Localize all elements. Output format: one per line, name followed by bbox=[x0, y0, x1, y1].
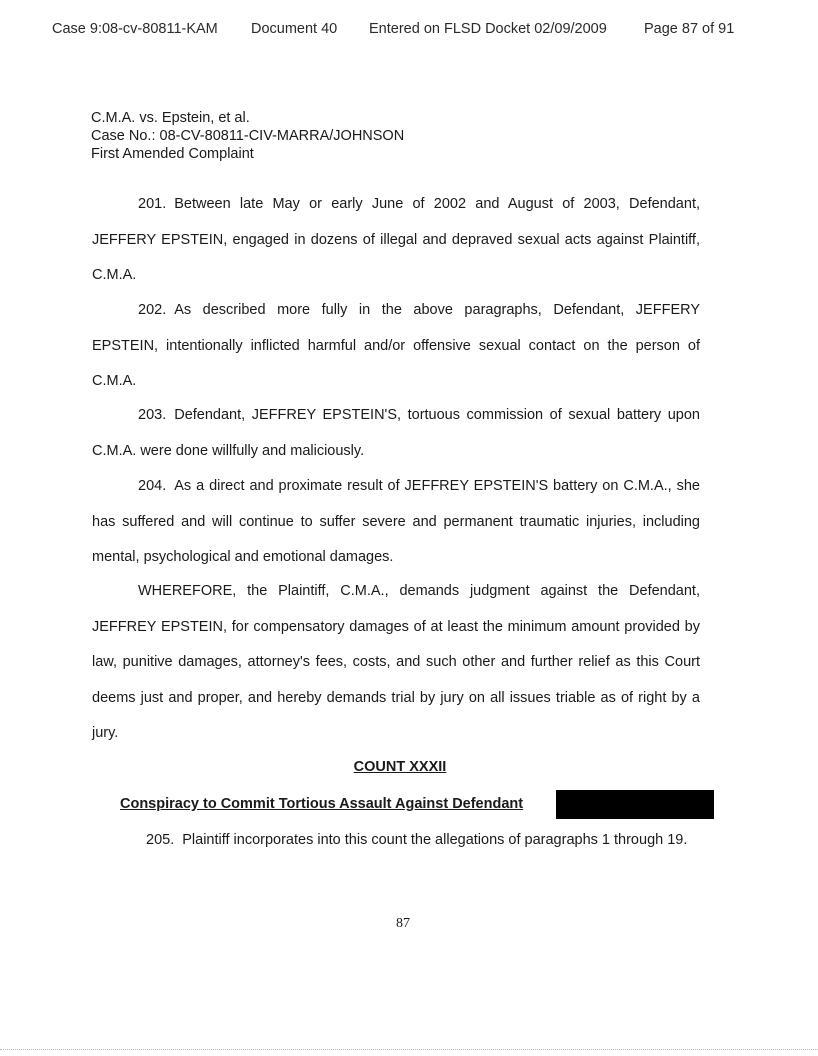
paragraph-number: 203. bbox=[138, 407, 167, 423]
caption-case-number: Case No.: 08-CV-80811-CIV-MARRA/JOHNSON bbox=[91, 128, 405, 144]
case-caption bbox=[91, 109, 404, 163]
count-subheading: Conspiracy to Commit Tortious Assault Against Defendant bbox=[120, 796, 524, 812]
paragraph-204 bbox=[92, 469, 700, 576]
header-document-number: Document 40 bbox=[251, 21, 338, 37]
page-bottom-edge bbox=[0, 1049, 818, 1050]
caption-parties: C.M.A. vs. Epstein, et al. bbox=[91, 110, 250, 126]
paragraph-number: 204. bbox=[138, 478, 167, 494]
paragraph-201 bbox=[92, 187, 700, 294]
paragraph-text: As a direct and proximate result of JEFFREY EPSTEIN'S battery on C.M.A., she has suffered and will continue to suffer severe and permanent traumatic injuries, including mental, psychological and emotional damages. bbox=[92, 478, 700, 565]
header-page-count: Page 87 of 91 bbox=[644, 21, 735, 37]
header-entered-date: Entered on FLSD Docket 02/09/2009 bbox=[369, 21, 607, 37]
paragraph-text: Defendant, JEFFREY EPSTEIN'S, tortuous commission of sexual battery upon C.M.A. were done willfully and maliciously. bbox=[92, 407, 700, 459]
header-case-number: Case 9:08-cv-80811-KAM bbox=[52, 21, 218, 37]
count-heading: COUNT XXXII bbox=[353, 759, 447, 775]
paragraph-text: Between late May or early June of 2002 and August of 2003, Defendant, JEFFERY EPSTEIN, engaged in dozens of illegal and depraved sexual acts against Plaintiff, C.M.A. bbox=[92, 196, 700, 283]
paragraph-number: 205. bbox=[146, 832, 175, 848]
paragraph-text: WHEREFORE, the Plaintiff, C.M.A., demands judgment against the Defendant, JEFFREY EPSTEIN, for compensatory damages of at least the minimum amount provided by law, punitive damages, attorney's fees, costs, and such other and further relief as this Court deems just and proper, and hereby demands trial by jury on all issues triable as of right by a jury. bbox=[92, 583, 700, 741]
redaction-box bbox=[556, 790, 714, 819]
paragraph-text: Plaintiff incorporates into this count the allegations of paragraphs 1 through 19. bbox=[182, 832, 688, 848]
paragraph-text: As described more fully in the above paragraphs, Defendant, JEFFERY EPSTEIN, intentionally inflicted harmful and/or offensive sexual contact on the person of C.M.A. bbox=[92, 302, 700, 389]
paragraph-number: 201. bbox=[138, 196, 167, 212]
paragraph-202 bbox=[92, 293, 700, 400]
paragraph-203 bbox=[92, 398, 700, 469]
page-number: 87 bbox=[396, 916, 410, 931]
caption-document-title: First Amended Complaint bbox=[91, 146, 254, 162]
paragraph-number: 202. bbox=[138, 302, 167, 318]
paragraph-205 bbox=[100, 822, 704, 859]
wherefore-clause bbox=[92, 574, 700, 752]
